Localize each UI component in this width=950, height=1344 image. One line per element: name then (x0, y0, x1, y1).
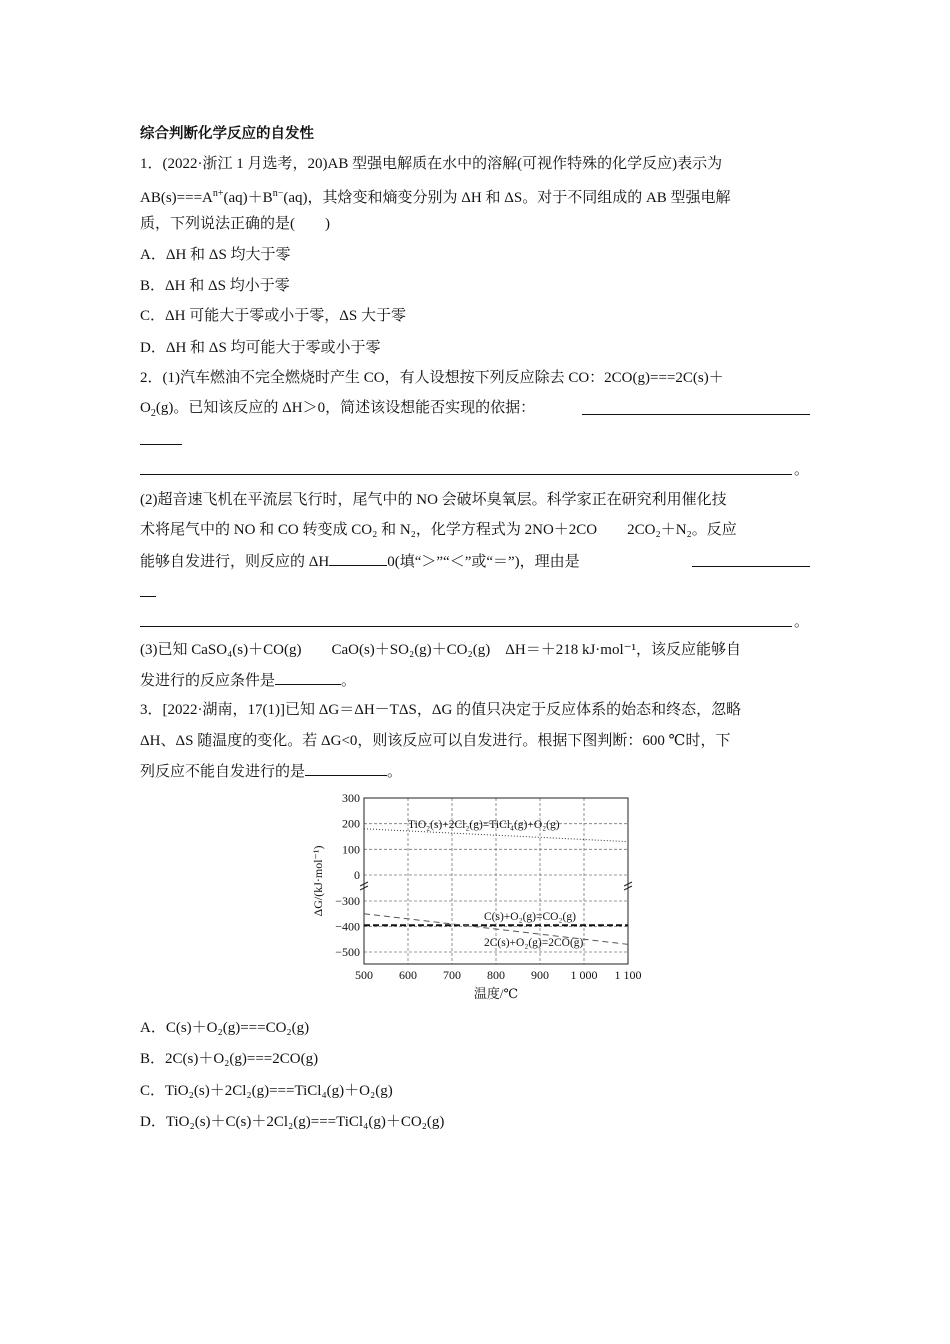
q2-part2-line3: 能够自发进行，则反应的 ΔH 0(填“＞”“＜”或“＝”)，理由是 (140, 551, 580, 572)
q2-part2-line2: 术将尾气中的 NO 和 CO 转变成 CO₂ 和 N₂，化学方程式为 2NO＋2CO 2CO₂＋N₂。反应 (140, 522, 737, 538)
q2-part2-line1: (2)超音速飞机在平流层飞行时，尾气中的 NO 会破坏臭氧层。科学家正在研究利用催化技 (140, 492, 727, 508)
q2-part1-period: 。 (794, 462, 810, 478)
q1-option-c[interactable]: C．ΔH 可能大于零或小于零，ΔS 大于零 (140, 308, 406, 324)
q3-option-b[interactable]: B．2C(s)＋O₂(g)===2CO(g) (140, 1051, 319, 1067)
q2-part1-answer-line[interactable] (140, 474, 792, 475)
y-tick-label: 200 (342, 816, 360, 831)
q2-part3-line2: 发进行的反应条件是 。 (140, 670, 356, 691)
y-tick-label: −300 (335, 894, 360, 908)
x-tick-label: 900 (531, 968, 549, 982)
q3-option-c[interactable]: C．TiO₂(s)＋2Cl₂(g)===TiCl₄(g)＋O₂(g) (140, 1083, 393, 1099)
q3-stem-line2: ΔH、ΔS 随温度的变化。若 ΔG<0，则该反应可以自发进行。根据下图判断：600 ℃时，下 (140, 733, 731, 749)
q2-part3-line1: (3)已知 CaSO₄(s)＋CO(g) CaO(s)＋SO₂(g)＋CO₂(g) ΔH＝＋218 kJ·mol⁻¹，该反应能够自 (140, 642, 742, 658)
q2-part1-answer-blank-cont[interactable] (140, 444, 182, 445)
q2-part2-period: 。 (794, 614, 810, 630)
y-tick-label: 0 (354, 868, 360, 882)
series-label-1: TiO₂(s)+2Cl₂(g)=TiCl₄(g)+O₂(g) (408, 819, 560, 831)
q2-part1-line2: $O_2(g)$。已知该反应的 ΔH＞0，简述该设想能否实现的依据： (140, 400, 536, 419)
x-tick-label: 1 000 (570, 968, 598, 982)
q3-stem-line3: 列反应不能自发进行的是 。 (140, 761, 402, 782)
series-label-2: C(s)+O₂(g)=CO₂(g) (484, 911, 576, 923)
q3-option-d[interactable]: D．TiO₂(s)＋C(s)＋2Cl₂(g)===TiCl₄(g)＋CO₂(g) (140, 1114, 445, 1130)
q1-stem-line1: 1．(2022·浙江 1 月选考，20)AB 型强电解质在水中的溶解(可视作特殊的化学反应)表示为 (140, 156, 723, 172)
q1-option-b[interactable]: B．ΔH 和 ΔS 均小于零 (140, 278, 290, 294)
chart-series (364, 829, 628, 945)
q2-part2-reason-line[interactable] (140, 626, 792, 627)
x-tick-label: 600 (399, 968, 417, 982)
q3-stem-line1: 3．[2022·湖南，17(1)]已知 ΔG＝ΔH－TΔS，ΔG 的值只决定于反应体系的始态和终态，忽略 (140, 702, 742, 718)
y-tick-label: −500 (335, 945, 360, 959)
q1-option-d[interactable]: D．ΔH 和 ΔS 均可能大于零或小于零 (140, 340, 381, 356)
section-title: 综合判断化学反应的自发性 (140, 126, 314, 142)
x-tick-label: 500 (355, 968, 373, 982)
q2-part3-condition-blank[interactable] (275, 670, 341, 685)
q2-part1-answer-blank[interactable] (582, 414, 810, 415)
y-tick-label: −400 (335, 919, 360, 934)
y-axis-label: ΔG/(kJ·mol⁻¹) (311, 845, 325, 917)
q2-part1-line1: 2．(1)汽车燃油不完全燃烧时产生 CO，有人设想按下列反应除去 CO：2CO(g)===2C(s)＋ (140, 370, 724, 386)
q1-stem-line2: $AB(s)===A^{n+}(aq)+B^{n-}(aq)$，其焓变和熵变分别为 ΔH 和 ΔS。对于不同组成的 AB 型强电解 (140, 188, 731, 206)
x-tick-label: 1 100 (614, 968, 642, 982)
y-tick-label: 100 (342, 842, 360, 857)
series-label-3: 2C(s)+O₂(g)=2CO(g) (484, 937, 584, 949)
q1-stem-line3: 质，下列说法正确的是( ) (140, 216, 330, 232)
q2-part2-reason-blank[interactable] (692, 566, 810, 567)
x-tick-label: 700 (443, 968, 461, 982)
delta-g-temperature-chart (308, 788, 650, 1006)
x-axis-label: 温度/℃ (473, 986, 519, 1001)
y-tick-label: 300 (342, 791, 360, 805)
x-tick-label: 800 (487, 968, 505, 982)
q3-option-a[interactable]: A．C(s)＋O₂(g)===CO₂(g) (140, 1020, 310, 1036)
q2-part2-reason-blank-cont[interactable] (140, 596, 156, 597)
q2-part2-dh-blank[interactable] (329, 551, 387, 566)
q3-answer-blank[interactable] (305, 761, 387, 776)
q1-option-a[interactable]: A．ΔH 和 ΔS 均大于零 (140, 247, 291, 263)
